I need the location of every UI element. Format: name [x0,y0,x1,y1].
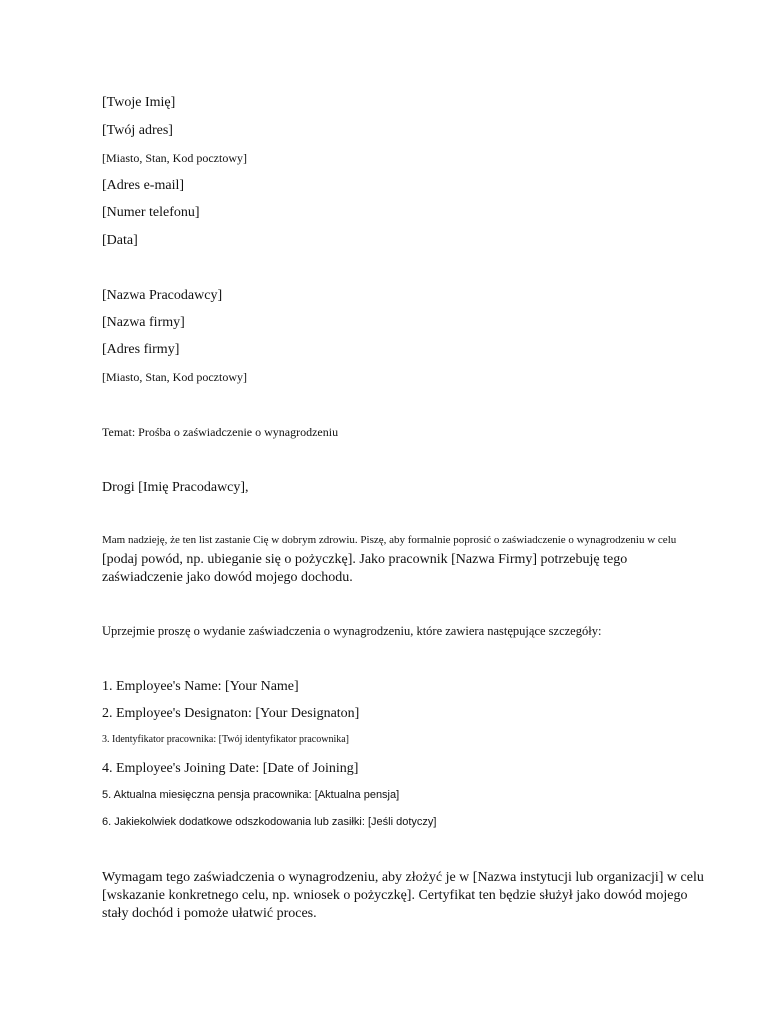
recipient-address: [Adres firmy] [102,342,180,357]
intro-line: zaświadczenie jako dowód mojego dochodu. [102,570,353,585]
intro-line: [podaj powód, np. ubieganie się o pożyczkę]. Jako pracownik [Nazwa Firmy] potrzebuję tego [102,552,628,567]
sender-address: [Twój adres] [102,123,173,138]
salutation: Drogi [Imię Pracodawcy], [102,480,249,495]
request-paragraph: Uprzejmie proszę o wydanie zaświadczenia o wynagrodzeniu, które zawiera następujące szczegóły: [102,624,602,638]
list-item: 3. Identyfikator pracownika: [Twój identyfikator pracownika] [102,734,349,745]
closing-line: stały dochód i pomoże ułatwić proces. [102,906,317,921]
recipient-company: [Nazwa firmy] [102,315,185,330]
recipient-name: [Nazwa Pracodawcy] [102,288,223,303]
closing-line: Wymagam tego zaświadczenia o wynagrodzeniu, aby złożyć je w [Nazwa instytucji lub organizacji] w celu [102,870,704,885]
sender-city: [Miasto, Stan, Kod pocztowy] [102,151,247,165]
letter-date: [Data] [102,233,138,248]
list-item: 2. Employee's Designaton: [Your Designaton] [102,706,360,721]
list-item: 1. Employee's Name: [Your Name] [102,679,299,694]
list-item: 6. Jakiekolwiek dodatkowe odszkodowania lub zasiłki: [Jeśli dotyczy] [102,816,437,828]
recipient-city: [Miasto, Stan, Kod pocztowy] [102,370,247,384]
list-item: 5. Aktualna miesięczna pensja pracownika: [Aktualna pensja] [102,789,400,801]
sender-phone: [Numer telefonu] [102,205,200,220]
subject-line: Temat: Prośba o zaświadczenie o wynagrodzeniu [102,425,339,439]
closing-line: [wskazanie konkretnego celu, np. wniosek o pożyczkę]. Certyfikat ten będzie służył jako dowód mojego [102,888,688,903]
list-item: 4. Employee's Joining Date: [Date of Joining] [102,761,359,776]
sender-name: [Twoje Imię] [102,95,176,110]
sender-email: [Adres e-mail] [102,178,185,193]
intro-line: Mam nadzieję, że ten list zastanie Cię w dobrym zdrowiu. Piszę, aby formalnie poprosić o zaświadczenie o wynagrodzeniu w celu [102,534,677,546]
